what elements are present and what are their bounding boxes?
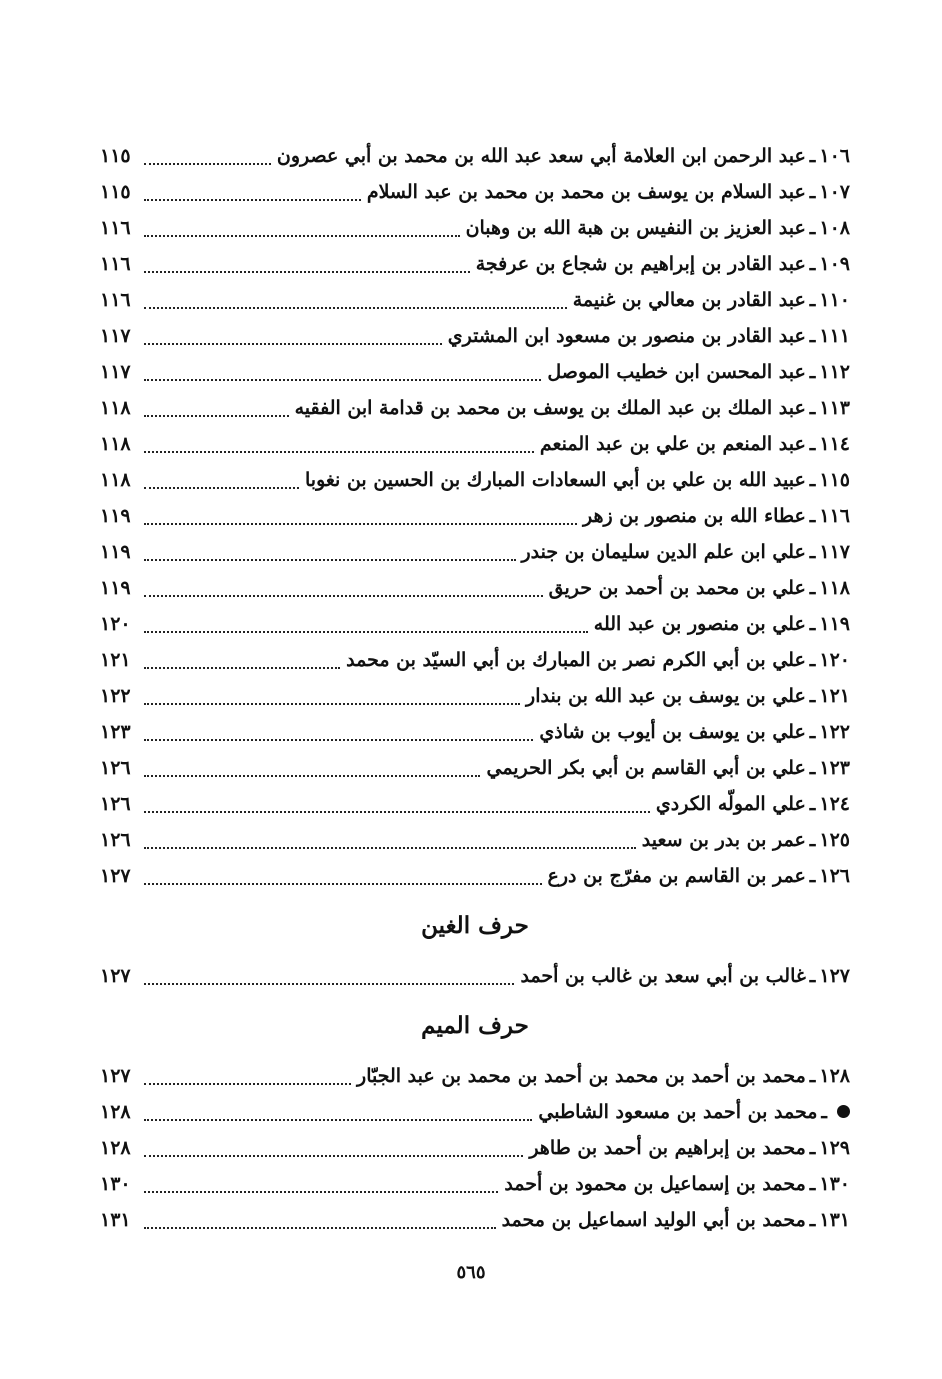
entry-separator: ـ <box>809 1065 816 1087</box>
dot-leader <box>144 767 480 777</box>
dot-leader <box>144 515 577 525</box>
entry-number: ١١٧ <box>819 541 850 563</box>
dot-leader <box>144 191 361 201</box>
dot-leader <box>144 155 271 165</box>
entry-separator: ـ <box>809 253 816 275</box>
entry-title: عبد المنعم بن علي بن عبد المنعم <box>539 433 806 455</box>
entry-number: ١٢٦ <box>819 865 850 887</box>
entry-number: ١٢٢ <box>819 721 850 743</box>
page-number: ٥٦٥ <box>456 1262 486 1283</box>
entry-number: ١٠٩ <box>819 253 850 275</box>
entry-page-number: ١١٦ <box>100 217 131 239</box>
dot-leader <box>144 263 470 273</box>
entry-page-number: ١٢٢ <box>100 685 131 707</box>
toc-entry <box>100 606 850 642</box>
entry-page-number: ١٢١ <box>100 649 131 671</box>
entry-title: محمد بن إسماعيل بن محمود بن أحمد <box>504 1173 806 1195</box>
entry-separator: ـ <box>809 829 816 851</box>
entry-separator: ـ <box>809 1209 816 1231</box>
toc-entry <box>100 570 850 606</box>
entry-number: ١١٢ <box>819 361 850 383</box>
table-of-contents <box>100 138 850 1238</box>
entry-page-number: ١٣٠ <box>100 1173 131 1195</box>
entry-page-number: ١٢٠ <box>100 613 131 635</box>
toc-entry <box>100 174 850 210</box>
dot-leader <box>144 1111 532 1121</box>
entry-number: ١٠٨ <box>819 217 850 239</box>
entry-page-number: ١٢٦ <box>100 793 131 815</box>
toc-entry <box>100 1202 850 1238</box>
entry-page-number: ١٢٦ <box>100 829 131 851</box>
dot-leader <box>144 839 636 849</box>
dot-leader <box>144 587 543 597</box>
entry-number: ١٢٧ <box>819 965 850 987</box>
entry-separator: ـ <box>809 397 816 419</box>
toc-entry <box>100 1166 850 1202</box>
entry-separator: ـ <box>809 541 816 563</box>
entry-separator: ـ <box>821 1101 827 1123</box>
toc-entry <box>100 858 850 894</box>
entry-page-number: ١١٧ <box>100 325 131 347</box>
entry-page-number: ١٢٦ <box>100 757 131 779</box>
entry-page-number: ١١٩ <box>100 505 131 527</box>
entry-title: علي المولّه الكردي <box>655 793 806 815</box>
entry-separator: ـ <box>809 649 816 671</box>
entry-separator: ـ <box>809 433 816 455</box>
dot-leader <box>144 299 567 309</box>
entry-page-number: ١٢٧ <box>100 1065 131 1087</box>
dot-leader <box>144 479 299 489</box>
toc-entry <box>100 958 850 994</box>
dot-leader <box>144 659 340 669</box>
entry-title: علي بن منصور بن عبد الله <box>593 613 806 635</box>
entry-number: ١١٣ <box>819 397 850 419</box>
entry-separator: ـ <box>809 181 816 203</box>
entry-title: علي بن يوسف بن أيوب بن شاذي <box>539 721 806 743</box>
entry-separator: ـ <box>809 1173 816 1195</box>
entry-page-number: ١١٩ <box>100 577 131 599</box>
entry-number: ١٠٦ <box>819 145 850 167</box>
entry-separator: ـ <box>809 865 816 887</box>
toc-entry <box>100 642 850 678</box>
dot-leader <box>144 551 516 561</box>
entry-number: ١١٩ <box>819 613 850 635</box>
entry-title: علي بن أبي الكرم نصر بن المبارك بن أبي السيّد بن محمد <box>346 649 806 671</box>
entry-title: عبد الملك بن عبد الملك بن يوسف بن محمد بن قدامة ابن الفقيه <box>294 397 806 419</box>
section-heading-ghayn: حرف الغين <box>421 912 529 939</box>
entry-title: عبد القادر بن معالي بن غنيمة <box>572 289 806 311</box>
entry-title: علي بن يوسف بن عبد الله بن بندار <box>526 685 806 707</box>
entry-number: ١٣١ <box>819 1209 850 1231</box>
entry-separator: ـ <box>809 217 816 239</box>
toc-entry <box>100 426 850 462</box>
entry-title: عبد القادر بن إبراهيم بن شجاع بن عرفجة <box>475 253 806 275</box>
entry-number: ١١٨ <box>819 577 850 599</box>
entry-page-number: ١١٨ <box>100 469 131 491</box>
toc-group-meem <box>100 1058 850 1238</box>
entry-number: ١٣٠ <box>819 1173 850 1195</box>
toc-group-ghayn <box>100 958 850 994</box>
entry-separator: ـ <box>809 757 816 779</box>
dot-leader <box>144 371 541 381</box>
entry-title: عمر بن بدر بن سعيد <box>641 829 806 851</box>
dot-leader <box>144 731 533 741</box>
entry-page-number: ١١٥ <box>100 145 131 167</box>
entry-title: غالب بن أبي سعد بن غالب بن أحمد <box>520 965 806 987</box>
toc-entry <box>100 138 850 174</box>
entry-separator: ـ <box>809 289 816 311</box>
toc-entry <box>100 498 850 534</box>
entry-number: ١١١ <box>819 325 850 347</box>
entry-number: ١٠٧ <box>819 181 850 203</box>
toc-entry <box>100 714 850 750</box>
entry-separator: ـ <box>809 361 816 383</box>
entry-title: محمد بن إبراهيم بن أحمد بن طاهر <box>529 1137 806 1159</box>
entry-separator: ـ <box>809 145 816 167</box>
entry-title: عبد السلام بن يوسف بن محمد بن محمد بن عبد السلام <box>366 181 806 203</box>
entry-page-number: ١٢٨ <box>100 1137 131 1159</box>
entry-number: ١١٥ <box>819 469 850 491</box>
entry-separator: ـ <box>809 325 816 347</box>
dot-leader <box>144 1183 498 1193</box>
entry-number: ١٢٩ <box>819 1137 850 1159</box>
entry-number: ١٢١ <box>819 685 850 707</box>
toc-entry <box>100 246 850 282</box>
dot-leader <box>144 407 289 417</box>
entry-number: ١٢٨ <box>819 1065 850 1087</box>
entry-page-number: ١١٩ <box>100 541 131 563</box>
entry-separator: ـ <box>809 577 816 599</box>
dot-leader <box>144 1147 523 1157</box>
toc-entry <box>100 534 850 570</box>
entry-separator: ـ <box>809 1137 816 1159</box>
entry-page-number: ١٢٣ <box>100 721 131 743</box>
entry-title: عبيد الله بن علي بن أبي السعادات المبارك بن الحسين بن نغوبا <box>305 469 806 491</box>
dot-leader <box>144 875 542 885</box>
toc-entry <box>100 786 850 822</box>
entry-page-number: ١١٦ <box>100 289 131 311</box>
bullet-icon <box>837 1105 850 1118</box>
entry-title: محمد بن أبي الوليد اسماعيل بن محمد <box>501 1209 806 1231</box>
dot-leader <box>144 623 588 633</box>
dot-leader <box>144 1075 351 1085</box>
entry-separator: ـ <box>809 505 816 527</box>
entry-title: علي بن أبي القاسم بن أبي بكر الحريمي <box>486 757 806 779</box>
dot-leader <box>144 695 520 705</box>
entry-title: علي ابن علم الدين سليمان بن جندر <box>521 541 806 563</box>
entry-number: ١١٠ <box>819 289 850 311</box>
entry-title: عطاء الله بن منصور بن زهر <box>582 505 806 527</box>
toc-entry <box>100 318 850 354</box>
dot-leader <box>144 227 460 237</box>
entry-page-number: ١١٦ <box>100 253 131 275</box>
dot-leader <box>144 1219 496 1229</box>
toc-entry <box>100 210 850 246</box>
entry-title: عبد المحسن ابن خطيب الموصل <box>547 361 806 383</box>
entry-number: ١٢٤ <box>819 793 850 815</box>
entry-title: عبد العزيز بن النفيس بن هبة الله بن وهبان <box>465 217 806 239</box>
toc-entry <box>100 1058 850 1094</box>
entry-separator: ـ <box>809 613 816 635</box>
entry-separator: ـ <box>809 685 816 707</box>
entry-page-number: ١٣١ <box>100 1209 131 1231</box>
entry-separator: ـ <box>809 793 816 815</box>
entry-title: محمد بن أحمد بن محمد بن أحمد بن محمد بن عبد الجبّار <box>357 1065 806 1087</box>
entry-title: محمد بن أحمد بن مسعود الشاطبي <box>538 1101 818 1123</box>
dot-leader <box>144 443 534 453</box>
section-heading-meem: حرف الميم <box>421 1012 529 1039</box>
toc-entry <box>100 354 850 390</box>
entry-page-number: ١١٨ <box>100 433 131 455</box>
toc-entry <box>100 390 850 426</box>
entry-separator: ـ <box>809 721 816 743</box>
entry-page-number: ١١٥ <box>100 181 131 203</box>
entry-separator: ـ <box>809 469 816 491</box>
toc-entry <box>100 678 850 714</box>
entry-number: ١١٤ <box>819 433 850 455</box>
entry-title: عبد القادر بن منصور بن مسعود ابن المشتري <box>447 325 806 347</box>
toc-entry <box>100 750 850 786</box>
entry-separator: ـ <box>809 965 816 987</box>
entry-title: علي بن محمد بن أحمد بن حريق <box>548 577 806 599</box>
entry-number: ١٢٥ <box>819 829 850 851</box>
entry-number: ١٢٣ <box>819 757 850 779</box>
dot-leader <box>144 975 514 985</box>
entry-number: ١١٦ <box>819 505 850 527</box>
dot-leader <box>144 803 650 813</box>
toc-entry <box>100 462 850 498</box>
entry-page-number: ١١٨ <box>100 397 131 419</box>
entry-page-number: ١٢٧ <box>100 865 131 887</box>
entry-page-number: ١٢٧ <box>100 965 131 987</box>
entry-title: عبد الرحمن ابن العلامة أبي سعد عبد الله بن محمد بن أبي عصرون <box>276 145 806 167</box>
dot-leader <box>144 335 442 345</box>
toc-entry <box>100 1094 850 1130</box>
toc-group-ayn <box>100 138 850 894</box>
toc-entry <box>100 1130 850 1166</box>
entry-page-number: ١١٧ <box>100 361 131 383</box>
toc-entry <box>100 282 850 318</box>
toc-entry <box>100 822 850 858</box>
entry-title: عمر بن القاسم بن مفرّج بن درع <box>547 865 806 887</box>
entry-page-number: ١٢٨ <box>100 1101 131 1123</box>
entry-number: ١٢٠ <box>819 649 850 671</box>
